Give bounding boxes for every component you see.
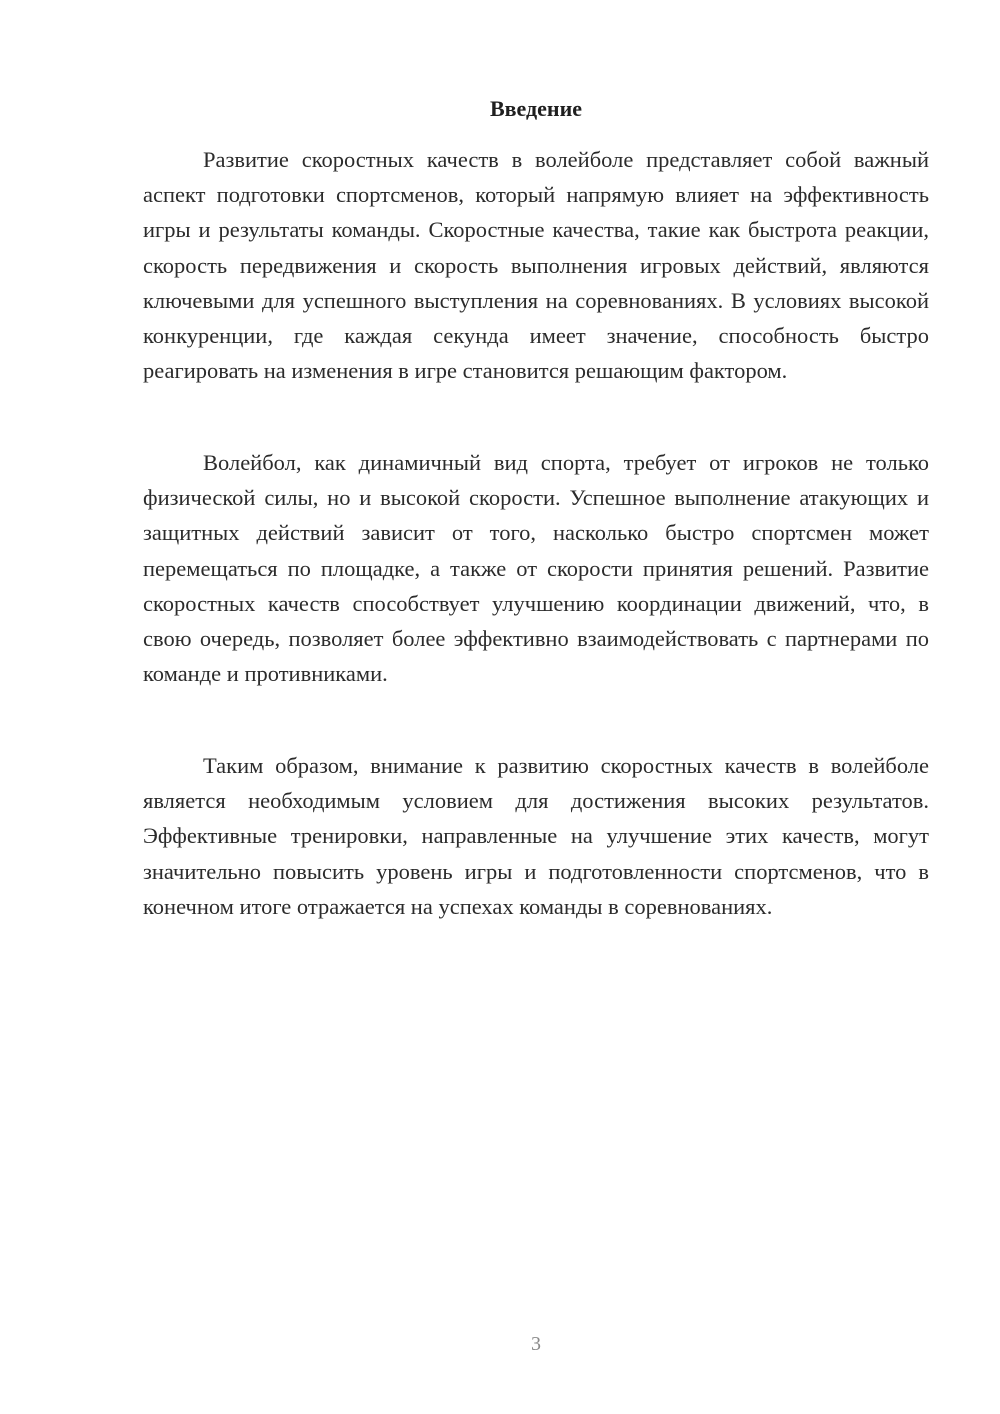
paragraph-2: Волейбол, как динамичный вид спорта, требует от игроков не только физической силы, но и высокой скорости. Успешное выполнение атакующих и защитных действий зависит от того, насколько быстро спортсмен может перемещаться по площадке, а также от скорости принятия решений. Развитие скоростных качеств способствует улучшению координации движений, что, в свою очередь, позволяет более эффективно взаимодействовать с партнерами по команде и противниками. — [143, 450, 929, 687]
paragraph-3: Таким образом, внимание к развитию скоростных качеств в волейболе является необходимым условием для достижения высоких результатов. Эффективные тренировки, направленные на улучшение этих качеств, могут значительно повысить уровень игры и подготовленности спортсменов, что в конечном итоге отражается на успехах команды в соревнованиях. — [143, 753, 929, 919]
page-number: 3 — [531, 1333, 541, 1355]
paragraph-1: Развитие скоростных качеств в волейболе представляет собой важный аспект подготовки спортсменов, который напрямую влияет на эффективность игры и результаты команды. Скоростные качества, такие как быстрота реакции, скорость передвижения и скорость выполнения игровых действий, являются ключевыми для успешного выступления на соревнованиях. В условиях высокой конкуренции, где каждая секунда имеет значение, способность быстро реагировать на изменения в игре становится решающим фактором. — [143, 147, 929, 384]
section-heading: Введение — [489, 96, 583, 121]
